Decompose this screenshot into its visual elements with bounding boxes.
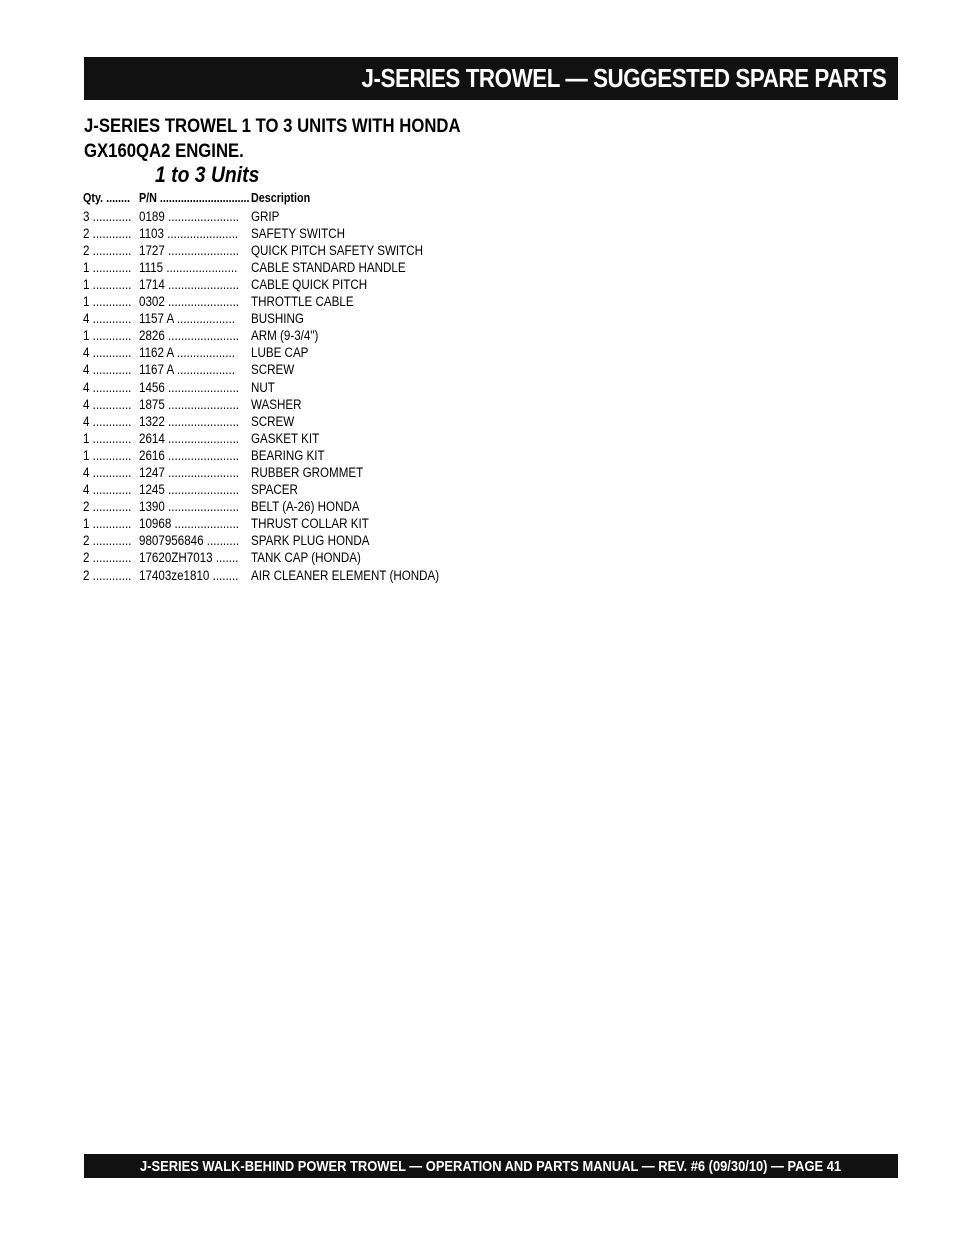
part-description: BUSHING	[251, 311, 304, 327]
part-qty: 4 ............	[83, 482, 132, 498]
parts-row	[83, 549, 543, 566]
part-description: WASHER	[251, 396, 302, 412]
part-qty: 4 ............	[83, 362, 132, 378]
part-qty: 4 ............	[83, 379, 132, 395]
part-qty: 4 ............	[83, 413, 132, 429]
part-number: 17403ze1810 ........	[139, 567, 239, 583]
part-qty: 1 ............	[83, 516, 132, 532]
column-header-pn: P/N ..............................	[139, 191, 250, 205]
part-description: SAFETY SWITCH	[251, 225, 345, 241]
column-header-qty: Qty. ........	[83, 191, 130, 205]
part-number: 0189 ......................	[139, 208, 240, 224]
page-title-bar	[84, 57, 898, 100]
parts-list	[83, 190, 543, 584]
part-qty: 2 ............	[83, 533, 132, 549]
part-number: 1322 ......................	[139, 413, 240, 429]
part-number: 1456 ......................	[139, 379, 240, 395]
parts-row	[83, 532, 543, 549]
parts-row	[83, 379, 543, 396]
part-description: SCREW	[251, 362, 295, 378]
parts-row	[83, 259, 543, 276]
part-description: AIR CLEANER ELEMENT (HONDA)	[251, 567, 440, 583]
part-qty: 3 ............	[83, 208, 132, 224]
part-qty: 1 ............	[83, 276, 132, 292]
part-qty: 2 ............	[83, 567, 132, 583]
parts-row	[83, 567, 543, 584]
parts-row	[83, 242, 543, 259]
part-description: ARM (9-3/4")	[251, 328, 319, 344]
parts-row	[83, 515, 543, 532]
part-number: 17620ZH7013 .......	[139, 550, 239, 566]
part-number: 1162 A ..................	[139, 345, 235, 361]
part-description: RUBBER GROMMET	[251, 465, 364, 480]
parts-row	[83, 430, 543, 447]
part-qty: 2 ............	[83, 499, 132, 515]
parts-row	[83, 310, 543, 327]
part-qty: 2 ............	[83, 225, 132, 241]
parts-row	[83, 464, 543, 481]
part-description: THROTTLE CABLE	[251, 294, 354, 310]
parts-row	[83, 447, 543, 464]
part-qty: 1 ............	[83, 328, 132, 344]
part-number: 2614 ......................	[139, 430, 240, 446]
parts-row	[83, 396, 543, 413]
parts-row	[83, 413, 543, 430]
part-description: NUT	[251, 379, 275, 395]
part-description: GASKET KIT	[251, 430, 320, 446]
part-qty: 2 ............	[83, 242, 132, 258]
part-description: BELT (A-26) HONDA	[251, 499, 360, 515]
parts-row	[83, 361, 543, 378]
part-qty: 4 ............	[83, 396, 132, 412]
page-title: J-SERIES TROWEL — SUGGESTED SPARE PARTS	[361, 63, 886, 93]
part-number: 10968 ....................	[139, 516, 240, 532]
part-qty: 4 ............	[83, 311, 132, 327]
part-number: 9807956846 ..........	[139, 533, 240, 549]
part-qty: 4 ............	[83, 465, 132, 480]
part-number: 1157 A ..................	[139, 311, 235, 327]
section-heading-line-2: GX160QA2 ENGINE.	[84, 141, 244, 162]
part-number: 1247 ......................	[139, 465, 240, 480]
footer-text: J-SERIES WALK-BEHIND POWER TROWEL — OPERATION AND PARTS MANUAL — REV. #6 (09/30/10) — PAGE 41	[140, 1157, 842, 1175]
part-description: SCREW	[251, 413, 295, 429]
part-number: 1390 ......................	[139, 499, 240, 515]
part-number: 2826 ......................	[139, 328, 240, 344]
part-number: 1727 ......................	[139, 242, 240, 258]
part-description: TANK CAP (HONDA)	[251, 550, 361, 566]
parts-row	[83, 276, 543, 293]
part-qty: 1 ............	[83, 294, 132, 310]
part-description: SPACER	[251, 482, 298, 498]
part-number: 0302 ......................	[139, 294, 240, 310]
part-description: CABLE STANDARD HANDLE	[251, 259, 406, 275]
parts-row	[83, 225, 543, 242]
parts-row	[83, 344, 543, 361]
part-number: 1115 ......................	[139, 259, 238, 275]
part-description: THRUST COLLAR KIT	[251, 516, 369, 532]
section-heading	[84, 114, 461, 164]
column-header-description: Description	[251, 191, 311, 205]
part-qty: 1 ............	[83, 430, 132, 446]
part-qty: 1 ............	[83, 259, 132, 275]
part-number: 2616 ......................	[139, 447, 240, 463]
part-description: BEARING KIT	[251, 447, 325, 463]
part-number: 1875 ......................	[139, 396, 240, 412]
part-description: QUICK PITCH SAFETY SWITCH	[251, 242, 424, 258]
parts-row	[83, 327, 543, 344]
part-number: 1714 ......................	[139, 276, 240, 292]
part-description: GRIP	[251, 208, 280, 224]
page-footer	[84, 1154, 898, 1178]
part-qty: 1 ............	[83, 447, 132, 463]
part-number: 1167 A ..................	[139, 362, 235, 378]
parts-row	[83, 481, 543, 498]
part-qty: 2 ............	[83, 550, 132, 566]
section-subtitle: 1 to 3 Units	[155, 162, 260, 187]
part-description: CABLE QUICK PITCH	[251, 276, 368, 292]
part-qty: 4 ............	[83, 345, 132, 361]
part-description: LUBE CAP	[251, 345, 309, 361]
parts-row	[83, 293, 543, 310]
part-number: 1103 ......................	[139, 225, 239, 241]
parts-list-header	[83, 190, 543, 207]
part-number: 1245 ......................	[139, 482, 240, 498]
section-heading-line-1: J-SERIES TROWEL 1 TO 3 UNITS WITH HONDA	[84, 116, 461, 137]
parts-row	[83, 498, 543, 515]
part-description: SPARK PLUG HONDA	[251, 533, 370, 549]
parts-row	[83, 208, 543, 225]
